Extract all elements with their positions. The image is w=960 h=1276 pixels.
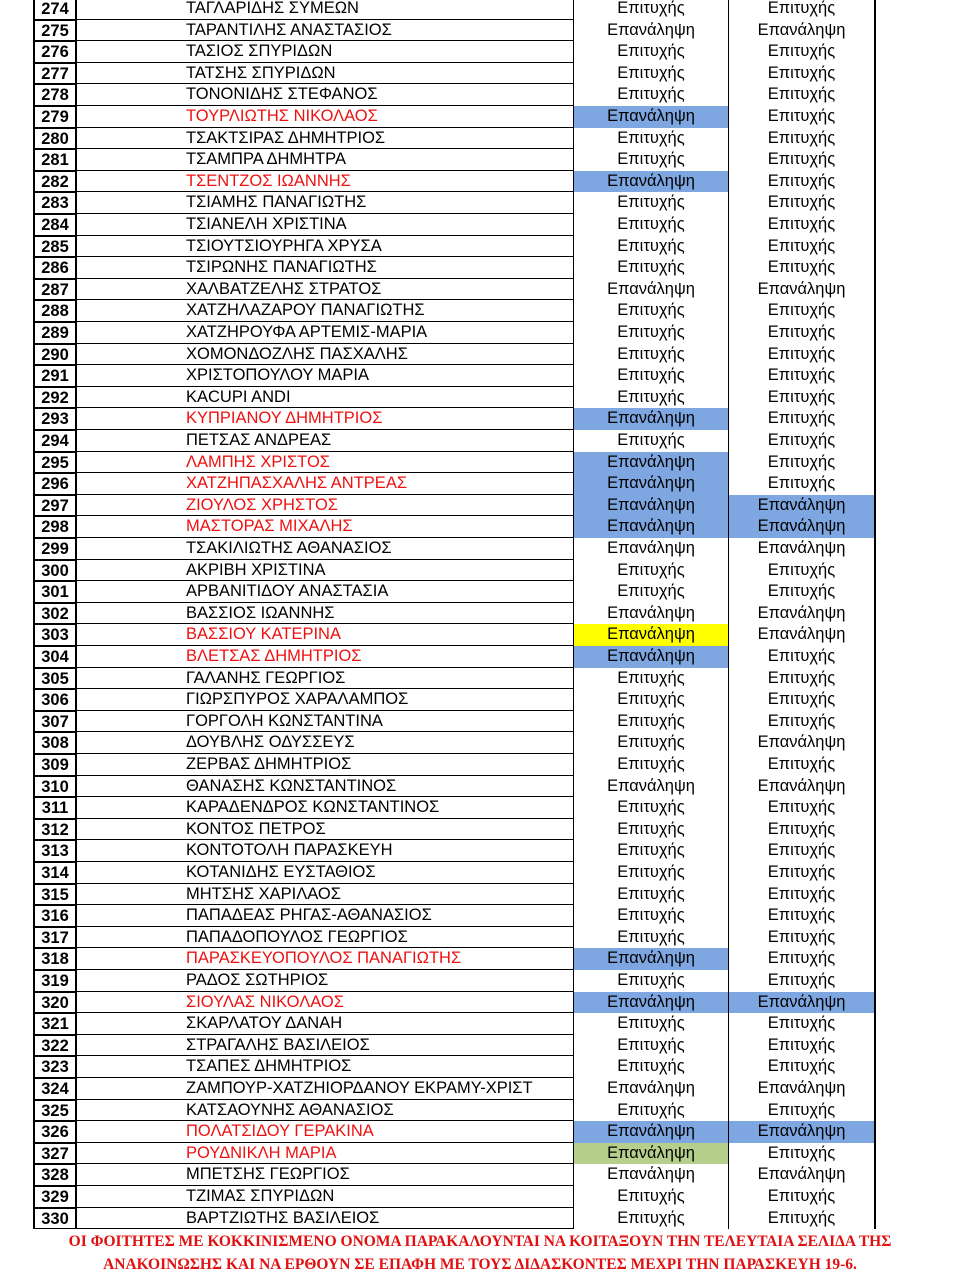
student-name: ΤΣΙΡΩΝΗΣ ΠΑΝΑΓΙΩΤΗΣ (77, 257, 573, 279)
student-name: ΧΑΤΖΗΛΑΖΑΡΟΥ ΠΑΝΑΓΙΩΤΗΣ (77, 300, 573, 322)
row-number: 330 (33, 1208, 77, 1230)
table-row (0, 41, 960, 63)
result-cell-1: Επανάληψη (573, 1164, 728, 1186)
result-cell-1: Επιτυχής (573, 581, 728, 603)
result-cell-2: Επιτυχής (728, 41, 876, 63)
notice-line-2: ΑΝΑΚΟΙΝΩΣΗΣ ΚΑΙ ΝΑ ΕΡΘΟΥΝ ΣΕ ΕΠΑΦΗ ΜΕ ΤΟΥΣ ΔΙΔΑΣΚΟΝΤΕΣ ΜΕΧΡΙ ΤΗΝ ΠΑΡΑΣΚΕΥΗ 19-6. (103, 1256, 857, 1273)
student-name: ΠΑΠΑΔΕΑΣ ΡΗΓΑΣ-ΑΘΑΝΑΣΙΟΣ (77, 905, 573, 927)
student-name: ΧΑΤΖΗΡΟΥΦΑ ΑΡΤΕΜΙΣ-ΜΑΡΙΑ (77, 322, 573, 344)
result-cell-1: Επανάληψη (573, 624, 728, 646)
student-name: ΧΟΜΟΝΔΟΖΛΗΣ ΠΑΣΧΑΛΗΣ (77, 344, 573, 366)
student-name: ΒΑΡΤΖΙΩΤΗΣ ΒΑΣΙΛΕΙΟΣ (77, 1208, 573, 1230)
row-number: 315 (33, 884, 77, 906)
result-cell-1: Επιτυχής (573, 149, 728, 171)
result-cell-1: Επιτυχής (573, 1208, 728, 1230)
student-name: ΚΑΤΣΑΟΥΝΗΣ ΑΘΑΝΑΣΙΟΣ (77, 1100, 573, 1122)
row-number: 302 (33, 603, 77, 625)
row-number: 310 (33, 776, 77, 798)
result-cell-1: Επανάληψη (573, 408, 728, 430)
row-number: 320 (33, 992, 77, 1014)
student-name: ΣΚΑΡΛΑΤΟΥ ΔΑΝΑΗ (77, 1013, 573, 1035)
result-cell-2: Επιτυχής (728, 581, 876, 603)
result-cell-1: Επιτυχής (573, 387, 728, 409)
student-name: ΤΖΙΜΑΣ ΣΠΥΡΙΔΩΝ (77, 1186, 573, 1208)
result-cell-1: Επιτυχής (573, 689, 728, 711)
row-number: 313 (33, 840, 77, 862)
result-cell-1: Επανάληψη (573, 646, 728, 668)
table-row (0, 430, 960, 452)
result-cell-2: Επιτυχής (728, 430, 876, 452)
result-cell-2: Επανάληψη (728, 603, 876, 625)
row-number: 300 (33, 560, 77, 582)
row-number: 290 (33, 344, 77, 366)
student-name: ΡΑΔΟΣ ΣΩΤΗΡΙΟΣ (77, 970, 573, 992)
result-cell-1: Επανάληψη (573, 776, 728, 798)
result-cell-2: Επιτυχής (728, 63, 876, 85)
row-number: 286 (33, 257, 77, 279)
table-row (0, 1186, 960, 1208)
table-row (0, 236, 960, 258)
result-cell-1: Επιτυχής (573, 84, 728, 106)
row-number: 325 (33, 1100, 77, 1122)
table-row (0, 884, 960, 906)
result-cell-1: Επιτυχής (573, 711, 728, 733)
table-row (0, 84, 960, 106)
result-cell-1: Επιτυχής (573, 41, 728, 63)
table-row (0, 452, 960, 474)
result-cell-1: Επιτυχής (573, 797, 728, 819)
result-cell-1: Επιτυχής (573, 840, 728, 862)
result-cell-2: Επιτυχής (728, 668, 876, 690)
row-number: 294 (33, 430, 77, 452)
table-row (0, 668, 960, 690)
table-row (0, 495, 960, 517)
result-cell-1: Επιτυχής (573, 192, 728, 214)
table-row (0, 905, 960, 927)
student-name: ΤΑΡΑΝΤΙΛΗΣ ΑΝΑΣΤΑΣΙΟΣ (77, 20, 573, 42)
table-row (0, 1013, 960, 1035)
table-row (0, 1078, 960, 1100)
row-number: 287 (33, 279, 77, 301)
student-name: ΚΟΝΤΟΤΟΛΗ ΠΑΡΑΣΚΕΥΗ (77, 840, 573, 862)
result-cell-2: Επανάληψη (728, 1164, 876, 1186)
result-cell-2: Επιτυχής (728, 171, 876, 193)
result-cell-2: Επιτυχής (728, 452, 876, 474)
result-cell-2: Επιτυχής (728, 1208, 876, 1230)
result-cell-2: Επιτυχής (728, 819, 876, 841)
table-row (0, 776, 960, 798)
table-row (0, 473, 960, 495)
row-number: 301 (33, 581, 77, 603)
row-number: 312 (33, 819, 77, 841)
table-row (0, 646, 960, 668)
student-name: ΤΣΕΝΤΖΟΣ ΙΩΑΝΝΗΣ (77, 171, 573, 193)
result-cell-1: Επιτυχής (573, 1035, 728, 1057)
result-cell-2: Επιτυχής (728, 1186, 876, 1208)
student-name: ΧΑΛΒΑΤΖΕΛΗΣ ΣΤΡΑΤΟΣ (77, 279, 573, 301)
table-row (0, 927, 960, 949)
result-cell-1: Επιτυχής (573, 927, 728, 949)
student-name: ΤΑΤΣΗΣ ΣΠΥΡΙΔΩΝ (77, 63, 573, 85)
result-cell-1: Επιτυχής (573, 732, 728, 754)
result-cell-1: Επανάληψη (573, 106, 728, 128)
row-number: 279 (33, 106, 77, 128)
row-number: 292 (33, 387, 77, 409)
row-number: 324 (33, 1078, 77, 1100)
row-number: 277 (33, 63, 77, 85)
table-row (0, 1121, 960, 1143)
table-row (0, 106, 960, 128)
row-number: 306 (33, 689, 77, 711)
student-name: ΠΕΤΣΑΣ ΑΝΔΡΕΑΣ (77, 430, 573, 452)
row-number: 304 (33, 646, 77, 668)
row-number: 297 (33, 495, 77, 517)
student-name: ΖΙΟΥΛΟΣ ΧΡΗΣΤΟΣ (77, 495, 573, 517)
result-cell-1: Επανάληψη (573, 516, 728, 538)
table-row (0, 689, 960, 711)
table-row (0, 603, 960, 625)
row-number: 284 (33, 214, 77, 236)
table-row (0, 1035, 960, 1057)
row-number: 318 (33, 948, 77, 970)
row-number: 298 (33, 516, 77, 538)
result-cell-2: Επιτυχής (728, 192, 876, 214)
table-row (0, 1056, 960, 1078)
table-row (0, 344, 960, 366)
result-cell-2: Επιτυχής (728, 1100, 876, 1122)
table-row (0, 1208, 960, 1230)
table-row (0, 322, 960, 344)
result-cell-1: Επανάληψη (573, 279, 728, 301)
student-name: ΡΟΥΔΝΙΚΛΗ ΜΑΡΙΑ (77, 1143, 573, 1165)
row-number: 293 (33, 408, 77, 430)
result-cell-2: Επιτυχής (728, 473, 876, 495)
student-name: ΤΣΑΜΠΡΑ ΔΗΜΗΤΡΑ (77, 149, 573, 171)
table-row (0, 214, 960, 236)
row-number: 285 (33, 236, 77, 258)
result-cell-1: Επανάληψη (573, 495, 728, 517)
table-row (0, 171, 960, 193)
table-row (0, 63, 960, 85)
table-row (0, 819, 960, 841)
student-name: ΠΟΛΑΤΣΙΔΟΥ ΓΕΡΑΚΙΝΑ (77, 1121, 573, 1143)
result-cell-1: Επιτυχής (573, 1186, 728, 1208)
table-row (0, 840, 960, 862)
result-cell-1: Επιτυχής (573, 322, 728, 344)
row-number: 328 (33, 1164, 77, 1186)
student-name: ΠΑΡΑΣΚΕΥΟΠΟΥΛΟΣ ΠΑΝΑΓΙΩΤΗΣ (77, 948, 573, 970)
student-name: ΣΙΟΥΛΑΣ ΝΙΚΟΛΑΟΣ (77, 992, 573, 1014)
table-row (0, 711, 960, 733)
student-name: ΓΙΩΡΣΠΥΡΟΣ ΧΑΡΑΛΑΜΠΟΣ (77, 689, 573, 711)
result-cell-1: Επιτυχής (573, 1013, 728, 1035)
result-cell-2: Επιτυχής (728, 840, 876, 862)
student-name: ΓΟΡΓΟΛΗ ΚΩΝΣΤΑΝΤΙΝΑ (77, 711, 573, 733)
result-cell-1: Επανάληψη (573, 1143, 728, 1165)
result-cell-1: Επανάληψη (573, 1078, 728, 1100)
table-row (0, 992, 960, 1014)
result-cell-2: Επιτυχής (728, 560, 876, 582)
student-name: ΤΣΑΚΤΣΙΡΑΣ ΔΗΜΗΤΡΙΟΣ (77, 128, 573, 150)
result-cell-1: Επανάληψη (573, 992, 728, 1014)
result-cell-2: Επανάληψη (728, 776, 876, 798)
row-number: 309 (33, 754, 77, 776)
student-name: ΘΑΝΑΣΗΣ ΚΩΝΣΤΑΝΤΙΝΟΣ (77, 776, 573, 798)
row-number: 278 (33, 84, 77, 106)
result-cell-1: Επιτυχής (573, 344, 728, 366)
result-cell-2: Επιτυχής (728, 128, 876, 150)
result-cell-2: Επιτυχής (728, 948, 876, 970)
result-cell-1: Επιτυχής (573, 560, 728, 582)
student-name: ΚΟΝΤΟΣ ΠΕΤΡΟΣ (77, 819, 573, 841)
result-cell-1: Επιτυχής (573, 300, 728, 322)
result-cell-1: Επιτυχής (573, 214, 728, 236)
row-number: 321 (33, 1013, 77, 1035)
table-row (0, 732, 960, 754)
red-names-notice (0, 1230, 960, 1276)
result-cell-1: Επανάληψη (573, 171, 728, 193)
result-cell-2: Επιτυχής (728, 365, 876, 387)
student-name: ΒΑΣΣΙΟΣ ΙΩΑΝΝΗΣ (77, 603, 573, 625)
row-number: 329 (33, 1186, 77, 1208)
row-number: 316 (33, 905, 77, 927)
table-row (0, 970, 960, 992)
result-cell-2: Επιτυχής (728, 1035, 876, 1057)
result-cell-2: Επιτυχής (728, 300, 876, 322)
result-cell-1: Επιτυχής (573, 430, 728, 452)
result-cell-1: Επιτυχής (573, 365, 728, 387)
table-row (0, 300, 960, 322)
student-name: ΧΑΤΖΗΠΑΣΧΑΛΗΣ ΑΝΤΡΕΑΣ (77, 473, 573, 495)
table-row (0, 128, 960, 150)
row-number: 289 (33, 322, 77, 344)
table-row (0, 365, 960, 387)
student-name: ΒΛΕΤΣΑΣ ΔΗΜΗΤΡΙΟΣ (77, 646, 573, 668)
result-cell-1: Επανάληψη (573, 603, 728, 625)
result-cell-2: Επιτυχής (728, 0, 876, 20)
table-row (0, 279, 960, 301)
result-cell-1: Επανάληψη (573, 473, 728, 495)
row-number: 314 (33, 862, 77, 884)
row-number: 311 (33, 797, 77, 819)
result-cell-2: Επανάληψη (728, 992, 876, 1014)
result-cell-2: Επιτυχής (728, 884, 876, 906)
student-name: ΛΑΜΠΗΣ ΧΡΙΣΤΟΣ (77, 452, 573, 474)
table-row (0, 560, 960, 582)
result-cell-1: Επιτυχής (573, 862, 728, 884)
student-name: ΔΟΥΒΛΗΣ ΟΔΥΣΣΕΥΣ (77, 732, 573, 754)
result-cell-1: Επιτυχής (573, 236, 728, 258)
result-cell-2: Επανάληψη (728, 516, 876, 538)
result-cell-2: Επανάληψη (728, 624, 876, 646)
notice-line-1: ΟΙ ΦΟΙΤΗΤΕΣ ΜΕ ΚΟΚΚΙΝΙΣΜΕΝΟ ΟΝΟΜΑ ΠΑΡΑΚΑΛΟΥΝΤΑΙ ΝΑ ΚΟΙΤΑΞΟΥΝ ΤΗΝ ΤΕΛΕΥΤΑΙΑ ΣΕΛΙΔΑ ΤΗΣ (68, 1233, 892, 1250)
result-cell-1: Επιτυχής (573, 128, 728, 150)
result-cell-2: Επανάληψη (728, 20, 876, 42)
result-cell-1: Επιτυχής (573, 970, 728, 992)
result-cell-2: Επανάληψη (728, 1121, 876, 1143)
result-cell-2: Επιτυχής (728, 970, 876, 992)
result-cell-2: Επιτυχής (728, 1056, 876, 1078)
result-cell-1: Επιτυχής (573, 257, 728, 279)
result-cell-2: Επιτυχής (728, 711, 876, 733)
student-name: ΤΣΑΠΕΣ ΔΗΜΗΤΡΙΟΣ (77, 1056, 573, 1078)
student-name: ΣΤΡΑΓΑΛΗΣ ΒΑΣΙΛΕΙΟΣ (77, 1035, 573, 1057)
student-name: ΜΠΕΤΣΗΣ ΓΕΩΡΓΙΟΣ (77, 1164, 573, 1186)
table-row (0, 149, 960, 171)
student-name: ΤΣΑΚΙΛΙΩΤΗΣ ΑΘΑΝΑΣΙΟΣ (77, 538, 573, 560)
row-number: 291 (33, 365, 77, 387)
result-cell-1: Επιτυχής (573, 754, 728, 776)
result-cell-2: Επιτυχής (728, 689, 876, 711)
row-number: 326 (33, 1121, 77, 1143)
table-row (0, 192, 960, 214)
row-number: 275 (33, 20, 77, 42)
table-row (0, 1143, 960, 1165)
table-row (0, 1164, 960, 1186)
result-cell-2: Επιτυχής (728, 1013, 876, 1035)
result-cell-2: Επανάληψη (728, 1078, 876, 1100)
result-cell-2: Επιτυχής (728, 905, 876, 927)
result-cell-2: Επιτυχής (728, 149, 876, 171)
table-row (0, 1100, 960, 1122)
student-name: ΖΕΡΒΑΣ ΔΗΜΗΤΡΙΟΣ (77, 754, 573, 776)
result-cell-2: Επιτυχής (728, 236, 876, 258)
student-name: ΤΣΙΑΝΕΛΗ ΧΡΙΣΤΙΝΑ (77, 214, 573, 236)
table-row (0, 257, 960, 279)
result-cell-2: Επιτυχής (728, 927, 876, 949)
student-name: ΠΑΠΑΔΟΠΟΥΛΟΣ ΓΕΩΡΓΙΟΣ (77, 927, 573, 949)
result-cell-1: Επιτυχής (573, 0, 728, 20)
row-number: 322 (33, 1035, 77, 1057)
result-cell-2: Επιτυχής (728, 754, 876, 776)
student-name: ΧΡΙΣΤΟΠΟΥΛΟΥ ΜΑΡΙΑ (77, 365, 573, 387)
student-name: ΑΡΒΑΝΙΤΙΔΟΥ ΑΝΑΣΤΑΣΙΑ (77, 581, 573, 603)
student-name: ΜΑΣΤΟΡΑΣ ΜΙΧΑΛΗΣ (77, 516, 573, 538)
row-number: 288 (33, 300, 77, 322)
student-name: ΚΥΠΡΙΑΝΟΥ ΔΗΜΗΤΡΙΟΣ (77, 408, 573, 430)
student-name: ΜΗΤΣΗΣ ΧΑΡΙΛΑΟΣ (77, 884, 573, 906)
row-number: 274 (33, 0, 77, 20)
result-cell-2: Επιτυχής (728, 84, 876, 106)
student-name: ΚΑΡΑΔΕΝΔΡΟΣ ΚΩΝΣΤΑΝΤΙΝΟΣ (77, 797, 573, 819)
result-cell-1: Επανάληψη (573, 538, 728, 560)
table-row (0, 754, 960, 776)
student-name: ΤΟΝΟΝΙΔΗΣ ΣΤΕΦΑΝΟΣ (77, 84, 573, 106)
row-number: 280 (33, 128, 77, 150)
result-cell-1: Επιτυχής (573, 63, 728, 85)
result-cell-1: Επιτυχής (573, 668, 728, 690)
student-name: ΑΚΡΙΒΗ ΧΡΙΣΤΙΝΑ (77, 560, 573, 582)
row-number: 283 (33, 192, 77, 214)
result-cell-2: Επανάληψη (728, 495, 876, 517)
result-cell-1: Επιτυχής (573, 819, 728, 841)
result-cell-2: Επιτυχής (728, 646, 876, 668)
row-number: 281 (33, 149, 77, 171)
result-cell-2: Επιτυχής (728, 322, 876, 344)
row-number: 276 (33, 41, 77, 63)
student-name: ΤΑΓΛΑΡΙΔΗΣ ΣΥΜΕΩΝ (77, 0, 573, 20)
result-cell-2: Επανάληψη (728, 538, 876, 560)
row-number: 327 (33, 1143, 77, 1165)
student-name: ΤΑΣΙΟΣ ΣΠΥΡΙΔΩΝ (77, 41, 573, 63)
table-row (0, 516, 960, 538)
student-name: ΓΑΛΑΝΗΣ ΓΕΩΡΓΙΟΣ (77, 668, 573, 690)
row-number: 317 (33, 927, 77, 949)
result-cell-2: Επανάληψη (728, 279, 876, 301)
row-number: 299 (33, 538, 77, 560)
result-cell-2: Επιτυχής (728, 106, 876, 128)
table-row (0, 862, 960, 884)
result-cell-1: Επιτυχής (573, 905, 728, 927)
row-number: 323 (33, 1056, 77, 1078)
result-cell-1: Επανάληψη (573, 20, 728, 42)
result-cell-2: Επιτυχής (728, 257, 876, 279)
result-cell-2: Επιτυχής (728, 387, 876, 409)
result-cell-2: Επιτυχής (728, 408, 876, 430)
row-number: 308 (33, 732, 77, 754)
table-row (0, 387, 960, 409)
row-number: 296 (33, 473, 77, 495)
result-cell-2: Επιτυχής (728, 862, 876, 884)
table-row (0, 797, 960, 819)
result-cell-1: Επανάληψη (573, 452, 728, 474)
student-name: ΒΑΣΣΙΟΥ ΚΑΤΕΡΙΝΑ (77, 624, 573, 646)
table-row (0, 20, 960, 42)
student-name: ΖΑΜΠΟΥΡ-ΧΑΤΖΗΙΟΡΔΑΝΟΥ ΕΚΡΑΜΥ-ΧΡΙΣΤ (77, 1078, 573, 1100)
result-cell-1: Επιτυχής (573, 1056, 728, 1078)
result-cell-2: Επιτυχής (728, 1143, 876, 1165)
row-number: 307 (33, 711, 77, 733)
row-number: 282 (33, 171, 77, 193)
table-row (0, 0, 960, 20)
result-cell-2: Επιτυχής (728, 214, 876, 236)
row-number: 319 (33, 970, 77, 992)
result-cell-1: Επιτυχής (573, 1100, 728, 1122)
student-name: KACUPI ANDI (77, 387, 573, 409)
row-number: 305 (33, 668, 77, 690)
result-cell-1: Επανάληψη (573, 1121, 728, 1143)
table-row (0, 581, 960, 603)
student-name: ΤΣΙΑΜΗΣ ΠΑΝΑΓΙΩΤΗΣ (77, 192, 573, 214)
result-cell-2: Επιτυχής (728, 344, 876, 366)
table-row (0, 538, 960, 560)
result-cell-2: Επιτυχής (728, 797, 876, 819)
table-row (0, 948, 960, 970)
row-number: 303 (33, 624, 77, 646)
student-name: ΚΟΤΑΝΙΔΗΣ ΕΥΣΤΑΘΙΟΣ (77, 862, 573, 884)
table-row (0, 408, 960, 430)
row-number: 295 (33, 452, 77, 474)
result-cell-1: Επανάληψη (573, 948, 728, 970)
student-name: ΤΣΙΟΥΤΣΙΟΥΡΗΓΑ ΧΡΥΣΑ (77, 236, 573, 258)
result-cell-2: Επανάληψη (728, 732, 876, 754)
result-cell-1: Επιτυχής (573, 884, 728, 906)
student-name: ΤΟΥΡΛΙΩΤΗΣ ΝΙΚΟΛΑΟΣ (77, 106, 573, 128)
table-row (0, 624, 960, 646)
